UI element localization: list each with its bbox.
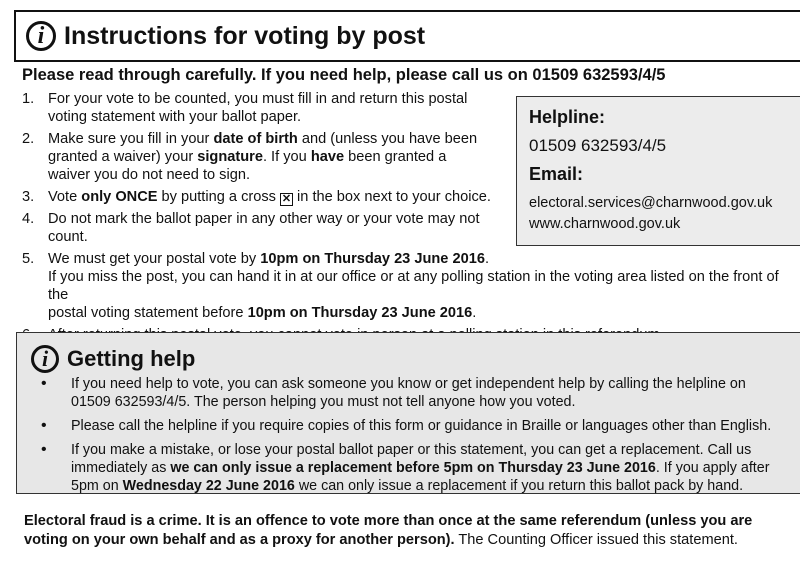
info-icon: i: [31, 345, 59, 373]
info-icon: i: [26, 21, 56, 51]
instruction-item-1: 1. For your vote to be counted, you must fill in and return this postal voting statement with your ballot paper.: [22, 91, 468, 125]
help-item-1: • If you need help to vote, you can ask someone you know or get independent help by calling the helpline on 01509 632593/4/5. The person helping you must not tell anyone how you voted.: [41, 375, 746, 410]
bullet-icon: •: [41, 417, 47, 434]
helpline-phone: 01509 632593/4/5: [529, 136, 667, 155]
help-item-2: • Please call the helpline if you require copies of this form or guidance in Braille or languages other than English.: [41, 417, 772, 434]
email-address: electoral.services@charnwood.gov.uk: [529, 195, 773, 211]
getting-help-header: [31, 345, 195, 373]
website-address: www.charnwood.gov.uk: [529, 216, 681, 232]
instruction-item-2: 2. Make sure you fill in your date of birth and (unless you have been granted a waiver) your signature. If you have been granted a waiver you do not need to sign.: [22, 131, 478, 183]
help-item-3: • If you make a mistake, or lose your postal ballot paper or this statement, you can get a replacement. Call us immediately as we can only issue a replacement before 5pm on Thursday 23 June 2016. If you apply after 5pm on Wednesday 22 June 2016 we can only issue a replacement if you return this ballot pack by hand.: [41, 441, 770, 494]
subheading: Please read through carefully. If you need help, please call us on 01509 632593/4/5: [22, 66, 666, 84]
instruction-item-3: 3. Vote only ONCE by putting a cross ✕ in the box next to your choice.: [22, 189, 491, 205]
helpline-heading: Helpline:: [529, 107, 606, 127]
title-box: [14, 10, 800, 62]
instruction-item-4: 4. Do not mark the ballot paper in any other way or your vote may not count.: [22, 211, 480, 245]
bullet-icon: •: [41, 441, 47, 458]
page-title: Instructions for voting by post: [64, 21, 426, 50]
cross-box-icon: ✕: [281, 193, 292, 205]
bullet-icon: •: [41, 375, 47, 392]
getting-help-title: Getting help: [67, 346, 196, 371]
fraud-warning: Electoral fraud is a crime. It is an offence to vote more than once at the same referendum (unless you are voting on your own behalf and as a proxy for another person). The Counting Officer issued this statement.: [24, 513, 753, 548]
email-heading: Email:: [529, 164, 584, 184]
helpline-box: [516, 96, 800, 246]
instruction-item-5: 5. We must get your postal vote by 10pm on Thursday 23 June 2016. If you miss the post, you can hand it in at our office or at any polling station in the voting area listed on the front of the postal voting statement before 10pm on Thursday 23 June 2016.: [22, 251, 779, 321]
getting-help-box: [16, 332, 800, 494]
help-list: [31, 375, 800, 501]
